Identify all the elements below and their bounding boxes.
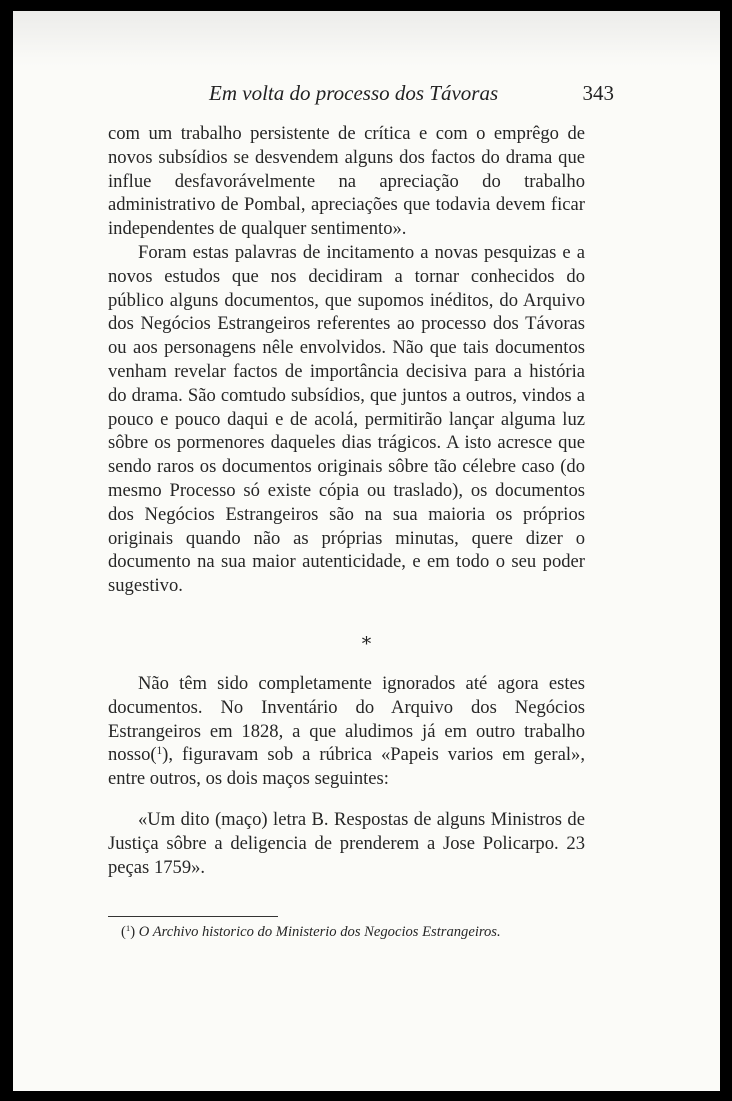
main-text (108, 122, 585, 598)
section-separator-asterisk: * (361, 633, 372, 655)
quoted-entry: «Um dito (maço) letra B. Respostas de alguns Ministros de Justiça sôbre a deligencia de prenderem a Jose Policarpo. 23 peças 1759». (108, 808, 585, 878)
footnote-mark-close: ) (130, 924, 136, 940)
footnote (121, 924, 591, 941)
paragraph-continued: com um trabalho persistente de crítica e com o emprêgo de novos subsídios se desvendem alguns dos factos do drama que influe desfavorávelmente na apreciação do trabalho administrativo de Pombal, apreciações que todavia devem ficar independentes de qualquer sentimento». (108, 123, 585, 240)
paragraph-inventario-text-a: Não têm sido completamente ignorados até agora estes documentos. No Inventário do Arquivo dos Negócios Estrangeiros em 1828, a que aludimos já em outro trabalho nosso (108, 673, 585, 766)
paragraph-inventario-text-b: , figuravam sob a rúbrica «Papeis varios em geral», entre outros, os dois maços seguintes: (108, 744, 585, 790)
footnote-text: O Archivo historico do Ministerio dos Negocios Estrangeiros. (138, 924, 501, 940)
page-header (209, 81, 614, 113)
footnote-ref-close: ) (162, 744, 169, 766)
page-number: 343 (582, 81, 614, 105)
paragraph-foram: Foram estas palavras de incitamento a novas pesquizas e a novos estudos que nos decidiram a tornar conhecidos do público alguns documentos, que supomos inéditos, do Arquivo dos Negócios Estrangeiros referentes ao processo dos Távoras ou aos personagens nêle envolvidos. Não que tais documentos venham revelar factos de importância decisiva para a história do drama. São comtudo subsídios, que juntos a outros, vindos a pouco e pouco daqui e de acolá, permitirão lançar alguma luz sôbre os pormenores daqueles dias trágicos. A isto acresce que sendo raros os documentos originais sôbre tão célebre caso (do mesmo Processo só existe cópia ou traslado), os documentos dos Negócios Estrangeiros são na sua maioria os próprios originais quando não as próprias minutas, quere dizer o documento na sua maior autenticidade, e em todo o seu poder sugestivo. (108, 241, 585, 597)
footnote-mark-open: ( (121, 924, 126, 940)
footnote-mark-number: 1 (125, 923, 131, 934)
section-two (108, 672, 585, 879)
paragraph-inventario (108, 672, 585, 791)
footnote-rule (108, 916, 278, 917)
running-title: Em volta do processo dos Távoras (209, 81, 499, 105)
footnote-ref-number[interactable]: 1 (156, 745, 163, 758)
footnote-ref-open: ( (150, 744, 157, 766)
book-page (13, 11, 720, 1091)
